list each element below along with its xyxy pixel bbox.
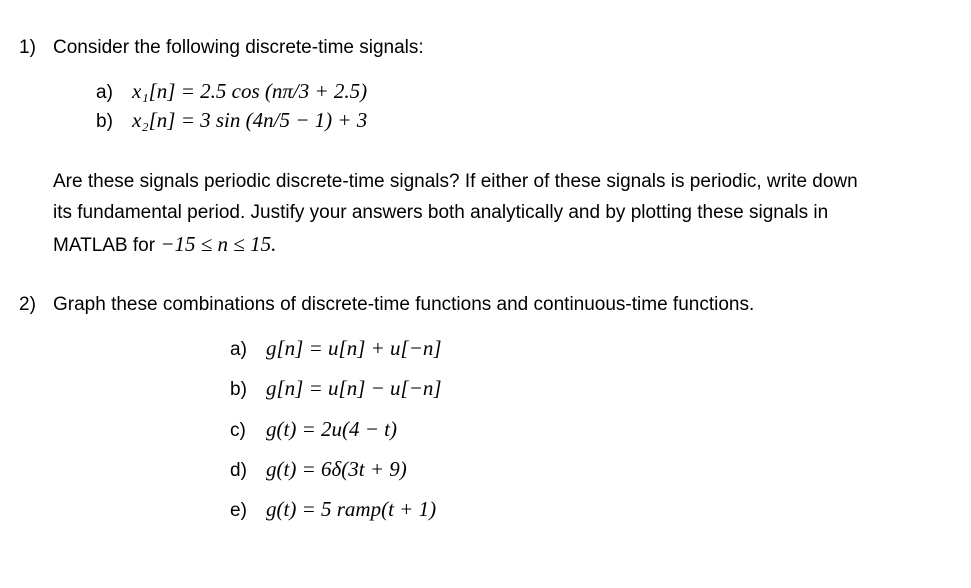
range-expression: −15 ≤ n ≤ 15. — [160, 232, 277, 256]
part-label: c) — [230, 420, 246, 441]
question-2-number: 2) — [19, 294, 36, 315]
question-1-part-b — [96, 108, 367, 133]
question-2-intro: Graph these combinations of discrete-time functions and continuous-time functions. — [53, 294, 755, 315]
question-1-text-line-3-text: MATLAB for — [53, 235, 161, 256]
part-label: a) — [230, 339, 247, 360]
question-1-text-line-3 — [53, 232, 276, 257]
signal-equation: x₂[n] = 3 sin (4n/5 − 1) + 3 — [132, 108, 368, 132]
function-equation: g[n] = u[n] + u[−n] — [266, 336, 442, 360]
question-1-text-line-2: its fundamental period. Justify your answers both analytically and by plotting these signals in — [53, 202, 829, 223]
question-2-part-d — [230, 457, 407, 482]
question-1-part-a — [96, 79, 367, 104]
question-2-part-a — [230, 336, 442, 361]
question-1-number: 1) — [19, 37, 36, 58]
question-1-text-line-1: Are these signals periodic discrete-time signals? If either of these signals is periodic, write down — [53, 171, 858, 192]
part-label: e) — [230, 500, 247, 521]
question-1-intro: Consider the following discrete-time signals: — [53, 37, 424, 58]
question-2-part-c — [230, 417, 397, 442]
question-2-part-b — [230, 376, 442, 401]
function-equation: g[n] = u[n] − u[−n] — [266, 376, 442, 400]
function-equation: g(t) = 5 ramp(t + 1) — [266, 497, 437, 521]
part-label: b) — [96, 111, 113, 132]
part-label: a) — [96, 82, 113, 103]
part-label: b) — [230, 379, 247, 400]
question-2-part-e — [230, 497, 436, 522]
signal-equation: x₁[n] = 2.5 cos (nπ/3 + 2.5) — [132, 79, 368, 103]
function-equation: g(t) = 2u(4 − t) — [266, 417, 397, 441]
part-label: d) — [230, 460, 247, 481]
function-equation: g(t) = 6δ(3t + 9) — [266, 457, 407, 481]
